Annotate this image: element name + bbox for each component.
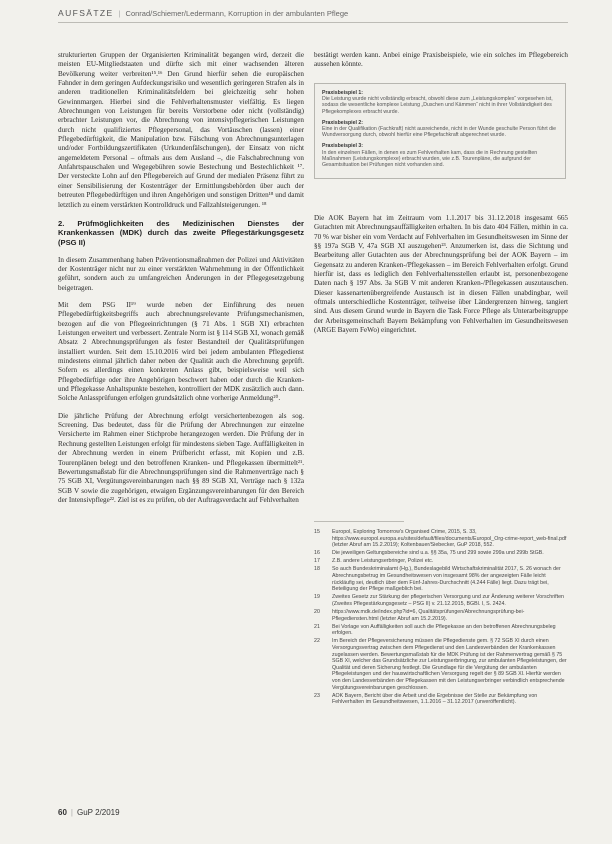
footnote <box>314 550 568 557</box>
journal-issue: GuP 2/2019 <box>76 808 120 817</box>
footnote-text: Zweites Gesetz zur Stärkung der pflegerischen Versorgung und zur Änderung weiterer Vorschriften (Zweites Pflegestärkungsgesetz – PSG II) v. 21.12.2015, BGBl. I, S. 2424. <box>332 594 565 607</box>
footnote-text: Bei Vorlage von Auffälligkeiten soll auch die Pflegekasse an den betroffenen Abrechnungsbeleg erfolgen. <box>332 623 556 637</box>
footnote-text: Im Bereich der Pflegeversicherung müssen die Pflegedienste gem. § 72 SGB XI durch einen Versorgungsvertrag zwischen dem Pflegedienst und den Landesverbänden der Krankenkassen zugelassen werden. Bewertungsmaßstab für die MDK Prüfung ist der Rahmenvertrag gemäß § 75 SGB XI, welcher das Grundsätzliche zur Leistungserbringung, zur ambulanten Pflegeleistungen, der Qualität und deren Sicherung festlegt. Die Grundlage für die Vergütung der ambulanten Pflegeleistungen und der hauswirtschaftlichen Versorgung regelt der § 89 SGB XI. Hierfür werden von den Landesverbänden der Pflegekassen mit den Leistungserbringer verbindlich entsprechende Vergütungsvereinbarungen geschlossen. <box>332 638 567 691</box>
footnote-text: Z.B. andere Leistungserbringer, Polizei etc. <box>332 558 434 565</box>
example-item <box>322 143 558 168</box>
footnote <box>314 624 568 637</box>
paragraph: strukturierten Gruppen der Organisierten Kriminalität begangen wird, derzeit die meisten EU-Mitgliedstaaten und dürfte sich mit einer wachsenden älteren Bevölkerung weiter verbreiten¹⁵.¹⁶ Den Grund hierfür sehen die europäischen Fahnder in dem geringen Aufdeckungsrisiko und wesentlich geringeren Strafen als in anderen traditionellen Kriminalitätsfeldern bei gleichzeitig sehr hohen Gewinnmargen. Hierbei sind die Fehlverhaltensmuster vielfältig. Es liegen Abrechnungen von Leistungen für bereits Verstorbene oder nicht (vollständig) erbrachter Leistungen vor, die Abrechnung von intensivpflegerischen Leistungen durch nicht qualifiziertes Pflegepersonal, das Vortäuschen (lassen) einer Pflegebedürftigkeit, die Manipulation bzw. Fälschung von Abrechnungsunterlagen und/oder Fortbildungszertifikaten (Urkundenfälschungen), der Einsatz von nicht angemeldetem Personal – oftmals aus dem Ausland –, die Falschabrechnung von Anfahrtspauschalen und Wegegebühren sowie Bestechung und Bestechlichkeit ¹⁷. Der versteckte Lohn auf den Pflegebereich auf Grund der medialen Präsenz führt zu einer Sensibilisierung der Kostenträger der Ermittlungsbehörden über auch der betreuten Pflegebedürftigen und ihren Angehörigen und sonstigen Dritten¹⁸ und damit letztlich zu einem verstärkten Kontrolldruck und Fallzahlsteigerungen. ¹⁸ <box>58 51 304 209</box>
footnote-number: 17 <box>314 558 320 565</box>
right-column-body <box>314 214 568 335</box>
paragraph: bestätigt werden kann. Anbei einige Praxisbeispiele, wie ein solches im Pflegebereich aussehen könnte. <box>314 51 568 69</box>
footnote-text: AOK Bayern, Bericht über die Arbeit und die Ergebnisse der Stelle zur Bekämpfung von Fehlverhalten im Gesundheitswesen, 1.1.2016 – 31.12.2017 (unveröffentlicht). <box>332 692 538 706</box>
footer-separator: | <box>70 808 73 817</box>
paragraph: Die jährliche Prüfung der Abrechnung erfolgt versichertenbezogen als sog. Screening. Das bedeutet, dass für die Prüfung der Abrechnungen zur einzelne Versicherte im Rahmen einer Stichprobe herangezogen werden. Die Prüfung der in Rechnung gestellten Leistungen erfolgt für mindestens sieben Tage. Auffälligkeiten in der Abrechnung werden in einem Prüfbericht erfasst, mit Kopien und z.B. Tourenplänen belegt und den betroffenen Kranken- und Pflegekassen übermittelt²¹. Bewertungsmaßstab für die Abrechnungsprüfungen sind die Rahmenverträge nach § 75 SGB XI, Vergütungsvereinbarungen nach §§ 89 SGB XI, Verträge nach § 132a SGB V sowie die zugehörigen, etwaigen Ergänzungsvereinbarungen für den Bereich der Intensivpflege²². Ziel ist es zu prüfen, ob der Auftragsverdacht auf Fehlverhalten <box>58 411 304 504</box>
example-text: In den einzelnen Fällen, in denen es zum Fehlverhalten kam, dass die in Rechnung gestellten Maßnahmen (Leistungskomplexe) erbracht wurden, wie z.B. Tourenpläne, die aufgrund der Gesamtsituation bei Prüfungen nicht vorhanden sind. <box>322 149 538 169</box>
footnote <box>314 693 568 706</box>
footnote-number: 21 <box>314 623 320 630</box>
footnote-number: 15 <box>314 529 320 535</box>
footnote-text: Europol, Exploring Tomorrow's Organised Crime, 2015, S. 33, https://www.europol.europa.eu/sites/default/files/documents/Europol_Org-crime-report_web-final.pdf (letzter Abruf am 15.2.2019); Koltenbauer/Siebecker, GuP 2018, 552. <box>332 529 567 549</box>
footnote-number: 18 <box>314 566 320 573</box>
page-footer <box>58 808 120 817</box>
page-number: 60 <box>58 808 67 817</box>
footnote-rule <box>314 521 404 522</box>
footnote-number: 19 <box>314 594 320 601</box>
footnote <box>314 594 568 607</box>
footnote-text: Die jeweiligen Geltungsbereiche sind u.a. §§ 35a, 75 und 299 sowie 299a und 299b StGB. <box>332 550 544 557</box>
footnotes <box>314 529 568 707</box>
paragraph: Mit dem PSG II¹⁹ wurde neben der Einführung des neuen Pflegebedürftigkeitsbegriffs auch abrechnungsrelevante Prüfungsmechanismen, bezogen auf die von Pflegeeinrichtungen (§ 71 Abs. 1 SGB XI) erbrachten Leistungen erweitert und verbessert. Zentrale Norm ist § 114 SGB XI, wonach gemäß Absatz 2 Abrechnungsprüfungen als fester Bestandteil der Qualitätsprüfungen installiert wurden. Seit dem 15.10.2016 wird bei jedem ambulanten Pflegedienst mindestens einmal jährlich daher neben der Qualität auch die Abrechnung geprüft. Sofern es allerdings einen konkreten Anlass gibt, beispielsweise weil sich Pflegebedürftige oder ihre Angehörigen beschwert haben oder durch die Kranken- und Pflegekasse Anhaltspunkte bestehen, kontrolliert der MDK zusätzlich auch dann. Solche Anlassprüfungen erfolgen grundsätzlich ohne vorherige Anmeldung²⁰. <box>58 301 304 403</box>
footnote <box>314 609 568 622</box>
paragraph: In diesem Zusammenhang haben Präventionsmaßnahmen der Polizei und Aktivitäten der Kostenträger nicht nur zu einer verstärkten Wahrnehmung in der Öffentlichkeit geführt, sondern auch zu umfangreichen Änderungen in der Pflegegesetzgebung beigetragen. <box>58 255 304 292</box>
footnote <box>314 529 568 549</box>
example-title: Praxisbeispiel 3: <box>322 143 363 150</box>
example-text: Eine in der Qualifikation (Fachkraft) nicht ausreichende, nicht in der Wunde geschulte Person führt die Wundversorgung durch, obwohl hierfür eine Pflegefachkraft abgerechnet wurde. <box>322 126 557 139</box>
footnote-number: 23 <box>314 692 320 699</box>
header-separator: | <box>118 9 121 18</box>
footnote <box>314 638 568 691</box>
footnote-number: 16 <box>314 550 320 557</box>
section-heading: 2. Prüfmöglichkeiten des Medizinischen Dienstes der Krankenkassen (MDK) durch das zweite Pflegestärkungsgesetz (PSG II) <box>58 218 304 248</box>
example-title: Praxisbeispiel 2: <box>322 119 363 126</box>
example-title: Praxisbeispiel 1: <box>322 90 363 96</box>
footnote-number: 22 <box>314 638 320 645</box>
left-column <box>58 51 304 505</box>
section-label: AUFSÄTZE <box>58 8 114 18</box>
running-title: Conrad/Schiemer/Ledermann, Korruption in der ambulanten Pflege <box>125 9 349 18</box>
right-column-top <box>314 51 568 70</box>
footnote <box>314 566 568 592</box>
example-text: Die Leistung wurde nicht vollständig erbracht, obwohl diese zum „Leistungskomplex“ vorgesehen ist, sodass die wesentliche komplexe Leistung „Duschen und Kämmen“ nicht in ihrer Vollständigkeit des Pflegekomplexes erbracht wurde. <box>322 96 553 115</box>
example-item <box>322 120 558 139</box>
examples-box <box>314 83 566 179</box>
example-item <box>322 90 558 115</box>
paragraph: Die AOK Bayern hat im Zeitraum vom 1.1.2017 bis 31.12.2018 insgesamt 665 Gutachten mit Abrechnungsauffälligkeiten erhalten. In bis dato 404 Fällen, mithin in ca. 70 % war bisher ein vom Verdacht auf Fehlverhalten im Gesundheitswesen im Sinne der §§ 197a SGB V, 47a SGB XI auszugehen²³. Anzumerken ist, dass die Sichtung und Bearbeitung aller Gutachten aus der Abrechnungsprüfung bei der AOK Bayern – im Gegensatz zu anderen Kranken-/Pflegekassen – im Bereich Fehlverhalten erfolgt. Grund hierfür ist, dass es lediglich den Fehlverhaltensstellen erlaubt ist, personenbezogene Daten nach § 197 Abs. 3a SGB V mit anderen Kranken-/Pflegekassen auszutauschen. Dieser kassenartenübergreifende Austausch ist in diesen Fällen unabdingbar, weil oftmals unterschiedliche Kostenträger, teilweise über Ländergrenzen hinweg, tangiert sind. Aus diesem Grund wurde in Bayern die Task Force Pflege als Unterarbeitsgruppe der Arbeitsgemeinschaft Bayern Bekämpfung von Fehlverhalten im Gesundheitswesen (ARGE Bayern FeWo) eingerichtet. <box>314 214 568 335</box>
header-rule <box>58 22 568 23</box>
footnote-text: So auch Bundeskriminalamt (Hg.), Bundeslagebild Wirtschaftskriminalität 2017, S. 26 wonach der Abrechnungsbetrug im Gesundheitswesen von insgesamt 98% der angezeigten Fälle leicht rückläufig sei, deutlich über dem Fünf-Jahres-Durchschnitt (4.244 Fälle) liegt. Dazu trägt bei, Beteiligung der Pflege maßgeblich bei. <box>332 566 561 593</box>
footnote <box>314 558 568 565</box>
running-header <box>58 6 578 20</box>
footnote-number: 20 <box>314 609 320 616</box>
footnote-text: https://www.mdk.de/index.php?id=6, Qualitätsprüfungen/Abrechnungsprüfung-bei-Pflegediensten.html (letzter Abruf am 15.2.2019). <box>332 609 525 622</box>
